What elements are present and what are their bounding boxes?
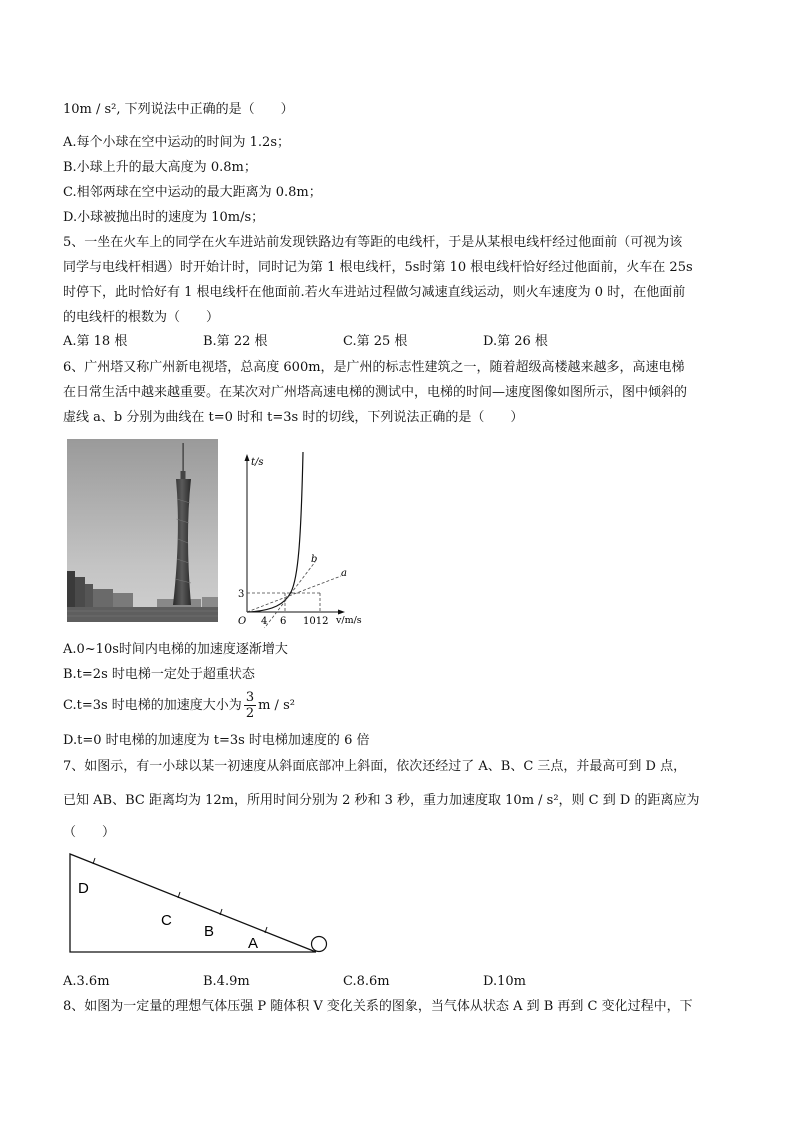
incline-triangle: [70, 854, 316, 952]
v-axis-label: v/m/s: [336, 615, 362, 626]
q6-option-c-denominator: 2: [245, 706, 255, 721]
q6-line-3: 虚线 a、b 分别为曲线在 t=0 时和 t=3s 时的切线，下列说法正确的是（ ）: [63, 410, 524, 425]
point-a-label: A: [248, 935, 259, 952]
q7-option-d: D.10m: [483, 974, 526, 989]
q6-option-c-unit: m / s²: [258, 698, 295, 713]
label-b: b: [311, 554, 318, 565]
point-d-label: D: [78, 880, 89, 897]
velocity-time-graph: [233, 452, 370, 628]
q5-line-1: 5、一坐在火车上的同学在火车进站前发现铁路边有等距的电线杆，于是从某根电线杆经过他面前（可视为该: [63, 235, 683, 250]
q5-line-3: 时停下，此时恰好有 1 根电线杆在他面前.若火车进站过程做匀减速直线运动，则火车速度为 0 时，在他面前: [63, 285, 686, 300]
tick-v4: 4: [261, 616, 268, 627]
tick-v6: 6: [280, 616, 287, 627]
origin-label: O: [238, 616, 247, 627]
q7-line-1: 7、如图示，有一小球以某一初速度从斜面底部冲上斜面，依次还经过了 A、B、C 三点，并最高可到 D 点，: [63, 759, 687, 774]
q7-option-c: C.8.6m: [343, 974, 390, 989]
q4-option-b: B.小球上升的最大高度为 0.8m；: [63, 160, 257, 175]
q6-line-2: 在日常生活中越来越重要。在某次对广州塔高速电梯的测试中，电梯的时间—速度图像如图所示，图中倾斜的: [63, 385, 688, 400]
q5-options: [63, 333, 753, 351]
tick-v1012: 1012: [303, 616, 329, 627]
q6-line-1: 6、广州塔又称广州新电视塔，总高度 600m，是广州的标志性建筑之一，随着超级高楼越来越多，高速电梯: [63, 360, 685, 375]
q6-option-c-numerator: 3: [245, 690, 255, 705]
q5-option-a: A.第 18 根: [63, 334, 128, 349]
q5-line-2: 同学与电线杆相遇）时开始计时，同时记为第 1 根电线杆，5s时第 10 根电线杆恰好经过他面前，火车在 25s: [63, 260, 693, 275]
v-axis-arrow: [338, 610, 345, 615]
q7-option-b: B.4.9m: [203, 974, 250, 989]
q7-line-2: 已知 AB、BC 距离均为 12m，所用时间分别为 2 秒和 3 秒，重力加速度取 10m / s²，则 C 到 D 的距离应为: [63, 793, 700, 808]
q4-option-c: C.相邻两球在空中运动的最大距离为 0.8m；: [63, 185, 322, 200]
q6-option-a: A.0~10s时间内电梯的加速度逐渐增大: [63, 642, 288, 657]
point-c-label: C: [161, 912, 172, 929]
t-axis-label: t/s: [251, 457, 264, 468]
ball: [312, 937, 327, 952]
q5-option-d: D.第 26 根: [483, 334, 548, 349]
q7-line-3: （ ）: [63, 825, 116, 840]
tick-t3: 3: [238, 589, 245, 600]
t-axis-arrow: [245, 454, 250, 461]
q6-option-c: [63, 690, 295, 722]
label-a: a: [341, 568, 347, 579]
q4-stem: 10m / s², 下列说法中正确的是（ ）: [63, 102, 294, 117]
q6-option-c-prefix: C.t=3s 时电梯的加速度大小为: [63, 698, 242, 713]
q5-line-4: 的电线杆的根数为（ ）: [63, 310, 220, 325]
velocity-curve: [247, 452, 303, 612]
q6-option-c-fraction: [244, 690, 256, 721]
point-b-label: B: [204, 923, 215, 940]
q4-option-d: D.小球被抛出时的速度为 10m/s；: [63, 210, 265, 225]
q5-option-c: C.第 25 根: [343, 334, 408, 349]
q6-option-d: D.t=0 时电梯的加速度为 t=3s 时电梯加速度的 6 倍: [63, 733, 370, 748]
q6-option-b: B.t=2s 时电梯一定处于超重状态: [63, 667, 255, 682]
q7-options: [63, 973, 753, 991]
canton-tower-photo: [67, 439, 218, 622]
incline-diagram: [63, 846, 333, 956]
q8-line-1: 8、如图为一定量的理想气体压强 P 随体积 V 变化关系的图象，当气体从状态 A 到 B 再到 C 变化过程中，下: [63, 999, 693, 1014]
q7-option-a: A.3.6m: [63, 974, 110, 989]
q4-option-a: A.每个小球在空中运动的时间为 1.2s；: [63, 135, 290, 150]
q5-option-b: B.第 22 根: [203, 334, 268, 349]
